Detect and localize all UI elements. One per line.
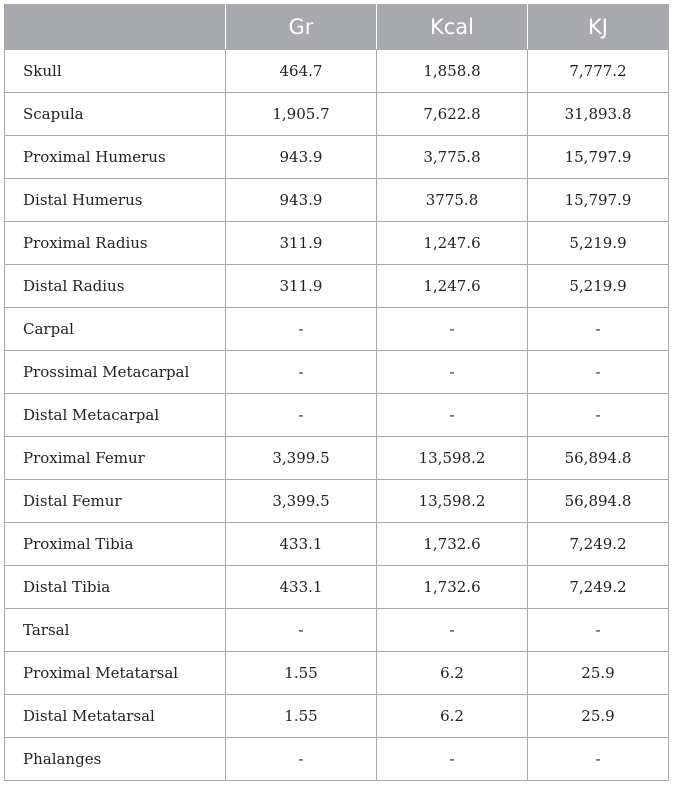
bone-name-cell: Skull — [5, 50, 226, 93]
bone-name-cell: Carpal — [5, 308, 226, 351]
kj-cell: 7,777.2 — [528, 50, 669, 93]
bone-name-cell: Distal Radius — [5, 265, 226, 308]
header-row — [5, 5, 669, 50]
table-row — [5, 480, 669, 523]
kcal-cell: - — [377, 308, 528, 351]
table-row — [5, 351, 669, 394]
table-row — [5, 265, 669, 308]
bone-name-cell: Distal Humerus — [5, 179, 226, 222]
table-row — [5, 609, 669, 652]
table-row — [5, 179, 669, 222]
kj-cell: - — [528, 738, 669, 781]
gr-cell: 943.9 — [226, 179, 377, 222]
bone-name-cell: Proximal Metatarsal — [5, 652, 226, 695]
gr-cell: 1.55 — [226, 652, 377, 695]
kcal-cell: 1,732.6 — [377, 566, 528, 609]
table-row — [5, 738, 669, 781]
bone-name-cell: Proximal Tibia — [5, 523, 226, 566]
nutrition-table-container — [4, 4, 668, 781]
header-cell-gr: Gr — [226, 5, 377, 50]
bone-name-cell: Distal Tibia — [5, 566, 226, 609]
kj-cell: 56,894.8 — [528, 437, 669, 480]
gr-cell: 943.9 — [226, 136, 377, 179]
kj-cell: - — [528, 351, 669, 394]
kj-cell: 25.9 — [528, 652, 669, 695]
bone-name-cell: Distal Metatarsal — [5, 695, 226, 738]
table-row — [5, 437, 669, 480]
gr-cell: - — [226, 738, 377, 781]
bone-name-cell: Scapula — [5, 93, 226, 136]
table-row — [5, 523, 669, 566]
kj-cell: 5,219.9 — [528, 265, 669, 308]
table-row — [5, 50, 669, 93]
kj-cell: 15,797.9 — [528, 136, 669, 179]
table-row — [5, 652, 669, 695]
table-row — [5, 222, 669, 265]
nutrition-table — [4, 4, 669, 781]
gr-cell: 311.9 — [226, 265, 377, 308]
kj-cell: 56,894.8 — [528, 480, 669, 523]
kj-cell: 5,219.9 — [528, 222, 669, 265]
table-body — [5, 50, 669, 781]
kj-cell: 7,249.2 — [528, 523, 669, 566]
kj-cell: 25.9 — [528, 695, 669, 738]
kj-cell: 31,893.8 — [528, 93, 669, 136]
kcal-cell: 6.2 — [377, 695, 528, 738]
gr-cell: - — [226, 351, 377, 394]
gr-cell: - — [226, 308, 377, 351]
table-row — [5, 566, 669, 609]
kj-cell: - — [528, 394, 669, 437]
bone-name-cell: Proximal Radius — [5, 222, 226, 265]
gr-cell: 464.7 — [226, 50, 377, 93]
bone-name-cell: Prossimal Metacarpal — [5, 351, 226, 394]
kcal-cell: 3,775.8 — [377, 136, 528, 179]
gr-cell: 311.9 — [226, 222, 377, 265]
header-cell-bone — [5, 5, 226, 50]
gr-cell: 3,399.5 — [226, 480, 377, 523]
gr-cell: 1.55 — [226, 695, 377, 738]
kcal-cell: - — [377, 609, 528, 652]
kcal-cell: 1,247.6 — [377, 265, 528, 308]
kcal-cell: 3775.8 — [377, 179, 528, 222]
kcal-cell: - — [377, 394, 528, 437]
kj-cell: - — [528, 609, 669, 652]
table-row — [5, 136, 669, 179]
gr-cell: 1,905.7 — [226, 93, 377, 136]
kcal-cell: 1,858.8 — [377, 50, 528, 93]
gr-cell: 3,399.5 — [226, 437, 377, 480]
gr-cell: 433.1 — [226, 566, 377, 609]
bone-name-cell: Proximal Femur — [5, 437, 226, 480]
table-row — [5, 394, 669, 437]
gr-cell: 433.1 — [226, 523, 377, 566]
table-row — [5, 93, 669, 136]
kcal-cell: 1,247.6 — [377, 222, 528, 265]
kcal-cell: 7,622.8 — [377, 93, 528, 136]
kj-cell: - — [528, 308, 669, 351]
kcal-cell: 13,598.2 — [377, 437, 528, 480]
header-cell-kj: KJ — [528, 5, 669, 50]
gr-cell: - — [226, 394, 377, 437]
kcal-cell: - — [377, 738, 528, 781]
bone-name-cell: Phalanges — [5, 738, 226, 781]
kcal-cell: 6.2 — [377, 652, 528, 695]
table-header — [5, 5, 669, 50]
table-row — [5, 695, 669, 738]
bone-name-cell: Distal Femur — [5, 480, 226, 523]
gr-cell: - — [226, 609, 377, 652]
kj-cell: 7,249.2 — [528, 566, 669, 609]
kcal-cell: 13,598.2 — [377, 480, 528, 523]
bone-name-cell: Proximal Humerus — [5, 136, 226, 179]
kj-cell: 15,797.9 — [528, 179, 669, 222]
header-cell-kcal: Kcal — [377, 5, 528, 50]
table-row — [5, 308, 669, 351]
bone-name-cell: Distal Metacarpal — [5, 394, 226, 437]
kcal-cell: 1,732.6 — [377, 523, 528, 566]
bone-name-cell: Tarsal — [5, 609, 226, 652]
kcal-cell: - — [377, 351, 528, 394]
